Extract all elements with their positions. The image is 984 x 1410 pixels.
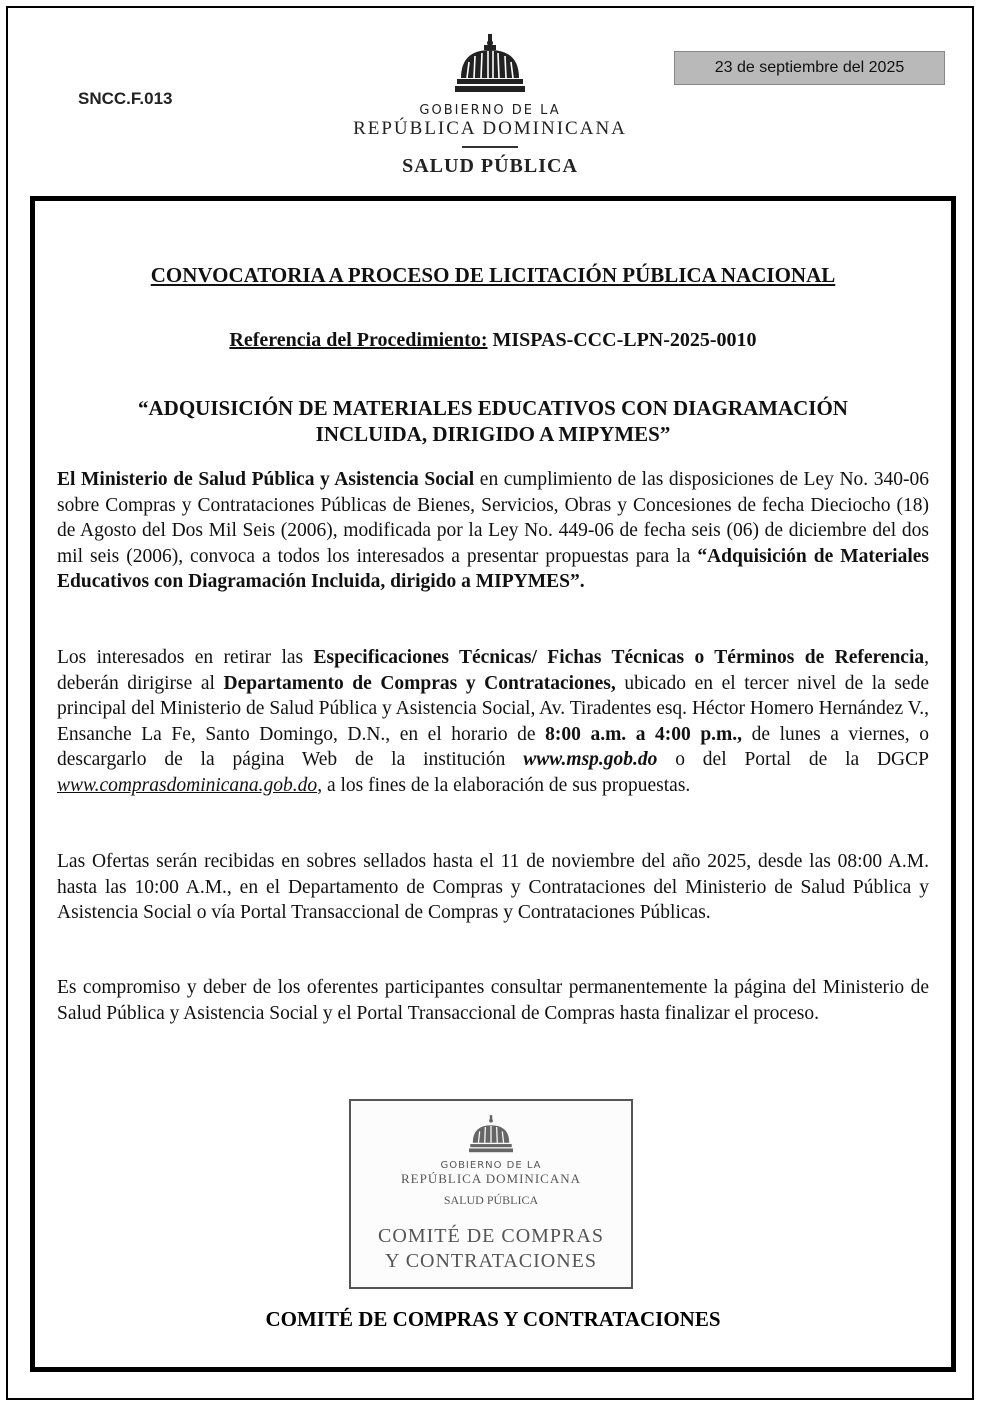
portal-link[interactable]: www.comprasdominicana.gob.do	[57, 774, 318, 796]
stamp-line-4: COMITÉ DE COMPRAS	[378, 1225, 604, 1247]
stamp-line-1: GOBIERNO DE LA	[440, 1160, 542, 1171]
p2-department: Departamento de Compras y Contrataciones,	[223, 672, 616, 694]
p2-text-2: , deberán dirigirse al	[57, 647, 929, 694]
p2-text-6: , a los fines de la elaboración de sus propuestas.	[317, 774, 691, 796]
signature: COMITÉ DE COMPRAS Y CONTRATACIONES	[265, 1307, 721, 1331]
committee-stamp	[349, 1099, 633, 1289]
paragraph-3: Las Ofertas serán recibidas en sobres sellados hasta el 11 de noviembre del año 2025, desde las 08:00 A.M. hasta las 10:00 A.M., en el Departamento de Compras y Contrataciones del Ministerio de Salud Pública y Asistencia Social o vía Portal Transaccional de Compras y Contrataciones Públicas.	[57, 851, 929, 923]
stamp-line-2: REPÚBLICA DOMINICANA	[401, 1171, 581, 1186]
entity-name: El Ministerio de Salud Pública y Asistencia Social	[57, 469, 475, 490]
p2-text-3: ubicado en el tercer nivel de la sede principal del Ministerio de Salud Pública y Asistencia Social, Av. Tiradentes esq. Héctor Homero Hernández V., Ensanche La Fe, Santo Domingo, D.N., en el horario de	[57, 672, 929, 745]
logo-divider	[462, 146, 518, 148]
procurement-title: “ADQUISICIÓN DE MATERIALES EDUCATIVOS CON DIAGRAMACIÓN INCLUIDA, DIRIGIDO A MIPYMES”	[138, 396, 848, 446]
p2-text-4: de lunes a viernes, o descargarlo de la página Web de la institución	[57, 723, 929, 770]
logo-line-1: GOBIERNO DE LA	[419, 103, 561, 118]
logo-line-2: REPÚBLICA DOMINICANA	[353, 118, 627, 139]
stamp-committee	[351, 1224, 631, 1274]
p2-text-1: Los interesados en retirar las	[57, 647, 314, 668]
date-box: 23 de septiembre del 2025	[674, 51, 945, 85]
paragraph-2	[57, 645, 929, 798]
procedure-reference	[35, 329, 951, 352]
reference-label: Referencia del Procedimiento:	[229, 329, 488, 351]
paragraph-1-title: “Adquisición de Materiales Educativos con Diagramación Incluida, dirigido a MIPYMES”.	[57, 545, 930, 592]
dome-icon	[469, 1115, 513, 1153]
website-link[interactable]: www.msp.gob.do	[523, 749, 658, 770]
p2-hours: 8:00 a.m. a 4:00 p.m.,	[545, 723, 743, 745]
stamp-line-5: Y CONTRATACIONES	[385, 1250, 597, 1272]
stamp-line-3: SALUD PÚBLICA	[443, 1193, 539, 1207]
paragraph-1-text: en cumplimiento de las disposiciones de Ley No. 340-06 sobre Compras y Contrataciones Públicas de Bienes, Servicios, Obras y Concesiones de fecha Dieciocho (18) de Agosto del Dos Mil Seis (2006), modificada por la Ley No. 449-06 de fecha seis (06) de diciembre del dos mil seis (2006), convoca a todos los interesados a presentar propuestas para la	[57, 469, 929, 567]
paragraph-4: Es compromiso y deber de los oferentes participantes consultar permanentemente la página del Ministerio de Salud Pública y Asistencia Social y el Portal Transaccional de Compras hasta finalizar el proceso.	[57, 977, 929, 1024]
paragraph-1	[57, 467, 929, 595]
p2-text-5: o del Portal de la DGCP	[657, 749, 929, 770]
form-code: SNCC.F.013	[78, 89, 173, 108]
reference-code: MISPAS-CCC-LPN-2025-0010	[492, 329, 757, 351]
p2-specs: Especificaciones Técnicas/ Fichas Técnicas o Términos de Referencia	[313, 647, 925, 668]
logo-line-3: SALUD PÚBLICA	[402, 155, 578, 177]
notice-heading: CONVOCATORIA A PROCESO DE LICITACIÓN PÚBLICA NACIONAL	[150, 263, 836, 287]
government-logo	[340, 34, 640, 178]
notice-box	[30, 196, 956, 1372]
dome-icon	[455, 34, 525, 94]
